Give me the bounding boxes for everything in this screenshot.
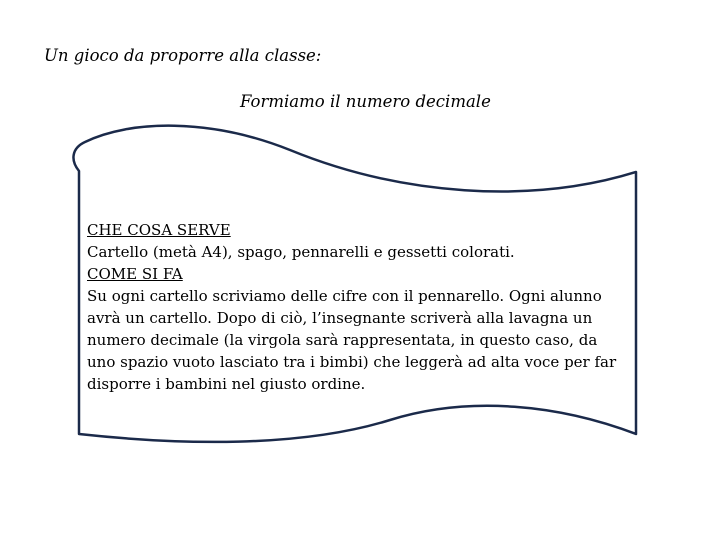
section-heading-howto: COME SI FA xyxy=(87,265,183,283)
intro-text: Un gioco da proporre alla classe: xyxy=(44,46,322,65)
page-title: Formiamo il numero decimale xyxy=(240,92,491,111)
section-heading-materials: CHE COSA SERVE xyxy=(87,221,231,239)
banner-content xyxy=(87,219,627,395)
section-text-materials: Cartello (metà A4), spago, pennarelli e gessetti colorati. xyxy=(87,243,515,261)
section-text-howto: Su ogni cartello scriviamo delle cifre con il pennarello. Ogni alunno avrà un cartello. Dopo di ciò, l’insegnante scriverà alla lavagna un numero decimale (la virgola sarà rappresentata, in questo caso, da uno spazio vuoto lasciato tra i bimbi) che leggerà ad alta voce per far disporre i bambini nel giusto ordine. xyxy=(87,287,617,393)
